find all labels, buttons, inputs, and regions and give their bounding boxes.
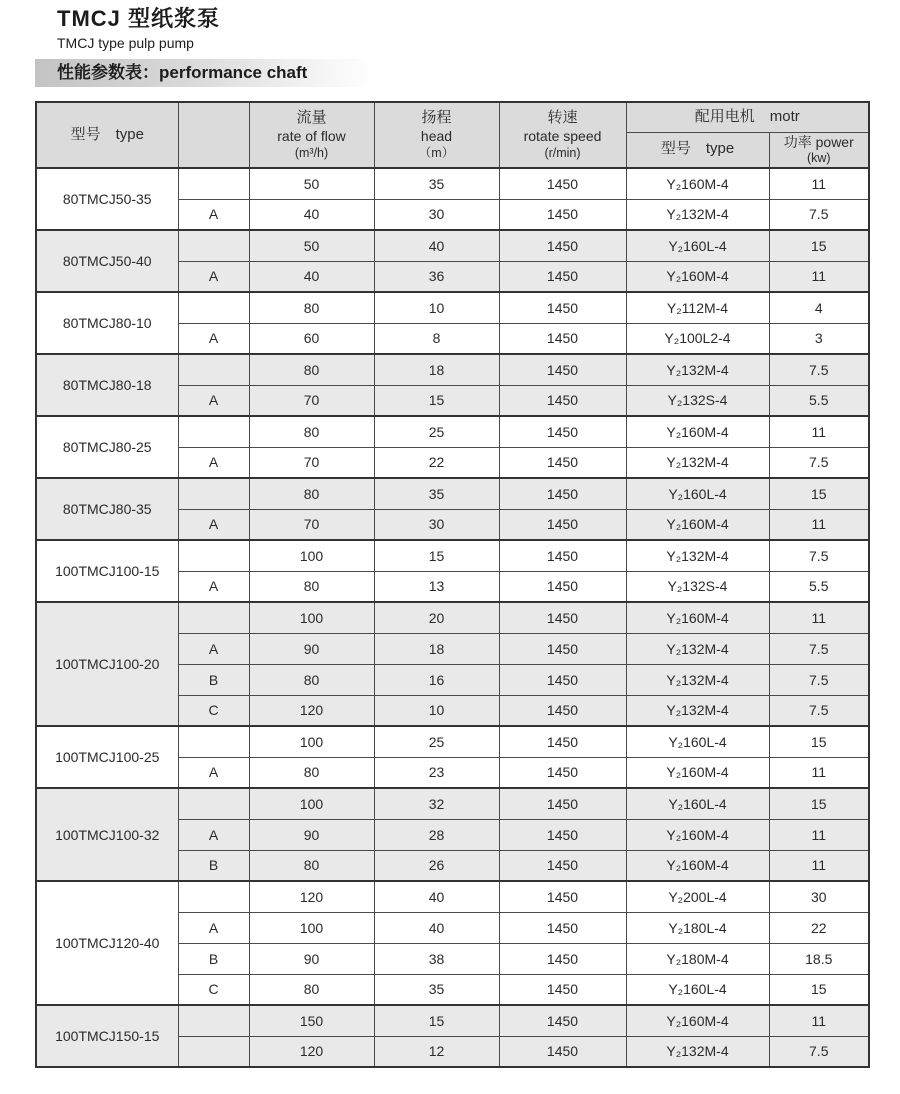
- cell-flow: 120: [249, 1036, 374, 1067]
- cell-variant: [178, 292, 249, 323]
- cell-flow: 50: [249, 230, 374, 261]
- cell-flow: 120: [249, 695, 374, 726]
- cell-head: 15: [374, 1005, 499, 1036]
- cell-variant: [178, 1005, 249, 1036]
- cell-speed: 1450: [499, 757, 626, 788]
- cell-speed: 1450: [499, 788, 626, 819]
- cell-head: 12: [374, 1036, 499, 1067]
- cell-model: 100TMCJ100-20: [36, 602, 178, 726]
- cell-model: 100TMCJ150-15: [36, 1005, 178, 1067]
- cell-model: 100TMCJ100-25: [36, 726, 178, 788]
- cell-speed: 1450: [499, 881, 626, 912]
- cell-motor-model: Y₂160M-4: [626, 168, 769, 199]
- cell-motor-model: Y₂132M-4: [626, 540, 769, 571]
- cell-flow: 120: [249, 881, 374, 912]
- cell-speed: 1450: [499, 943, 626, 974]
- cell-flow: 90: [249, 943, 374, 974]
- cell-motor-model: Y₂132M-4: [626, 447, 769, 478]
- cell-variant: [178, 416, 249, 447]
- cell-variant: [178, 540, 249, 571]
- cell-motor-model: Y₂112M-4: [626, 292, 769, 323]
- performance-table: [35, 101, 870, 1068]
- cell-speed: 1450: [499, 602, 626, 633]
- cell-flow: 100: [249, 540, 374, 571]
- cell-head: 20: [374, 602, 499, 633]
- cell-variant: [178, 602, 249, 633]
- cell-power: 15: [769, 974, 869, 1005]
- cell-head: 40: [374, 230, 499, 261]
- cell-variant: [178, 726, 249, 757]
- col-header-model-label: 型号 type: [70, 125, 144, 143]
- table-row: [36, 168, 869, 199]
- page-title: TMCJ 型纸浆泵: [57, 6, 221, 31]
- cell-speed: 1450: [499, 509, 626, 540]
- cell-power: 5.5: [769, 385, 869, 416]
- cell-motor-model: Y₂200L-4: [626, 881, 769, 912]
- cell-head: 10: [374, 695, 499, 726]
- cell-power: 15: [769, 726, 869, 757]
- cell-speed: 1450: [499, 199, 626, 230]
- col-header-speed: [499, 102, 626, 168]
- table-row: [36, 230, 869, 261]
- page-subtitle: TMCJ type pulp pump: [57, 35, 194, 51]
- cell-head: 22: [374, 447, 499, 478]
- cell-flow: 40: [249, 199, 374, 230]
- cell-flow: 60: [249, 323, 374, 354]
- cell-model: 80TMCJ50-35: [36, 168, 178, 230]
- cell-motor-model: Y₂160L-4: [626, 478, 769, 509]
- cell-model: 80TMCJ80-10: [36, 292, 178, 354]
- cell-head: 35: [374, 168, 499, 199]
- cell-motor-model: Y₂160M-4: [626, 509, 769, 540]
- cell-flow: 100: [249, 726, 374, 757]
- cell-power: 7.5: [769, 633, 869, 664]
- cell-flow: 90: [249, 819, 374, 850]
- cell-power: 11: [769, 416, 869, 447]
- cell-variant: A: [178, 757, 249, 788]
- cell-power: 15: [769, 230, 869, 261]
- cell-speed: 1450: [499, 416, 626, 447]
- col-header-motor-group-label: 配用电机 motr: [694, 107, 800, 125]
- cell-flow: 80: [249, 571, 374, 602]
- cell-variant: B: [178, 664, 249, 695]
- cell-variant: [178, 1036, 249, 1067]
- cell-flow: 70: [249, 447, 374, 478]
- cell-variant: [178, 230, 249, 261]
- cell-head: 13: [374, 571, 499, 602]
- cell-power: 11: [769, 509, 869, 540]
- col-header-motor-power: [769, 132, 869, 168]
- cell-speed: 1450: [499, 633, 626, 664]
- table-row: [36, 292, 869, 323]
- table-row: [36, 354, 869, 385]
- cell-variant: [178, 168, 249, 199]
- cell-power: 15: [769, 788, 869, 819]
- col-header-head-en: head: [420, 128, 453, 145]
- cell-head: 23: [374, 757, 499, 788]
- cell-power: 7.5: [769, 199, 869, 230]
- cell-head: 36: [374, 261, 499, 292]
- cell-flow: 70: [249, 509, 374, 540]
- cell-speed: 1450: [499, 168, 626, 199]
- cell-motor-model: Y₂160L-4: [626, 974, 769, 1005]
- cell-variant: A: [178, 385, 249, 416]
- cell-head: 16: [374, 664, 499, 695]
- cell-head: 28: [374, 819, 499, 850]
- cell-power: 7.5: [769, 447, 869, 478]
- cell-motor-model: Y₂160M-4: [626, 819, 769, 850]
- cell-variant: [178, 881, 249, 912]
- cell-variant: A: [178, 447, 249, 478]
- cell-flow: 80: [249, 478, 374, 509]
- cell-flow: 80: [249, 292, 374, 323]
- cell-flow: 150: [249, 1005, 374, 1036]
- col-header-flow: [249, 102, 374, 168]
- cell-head: 38: [374, 943, 499, 974]
- cell-motor-model: Y₂132M-4: [626, 664, 769, 695]
- cell-motor-model: Y₂132M-4: [626, 1036, 769, 1067]
- cell-head: 25: [374, 726, 499, 757]
- cell-speed: 1450: [499, 540, 626, 571]
- cell-power: 5.5: [769, 571, 869, 602]
- cell-flow: 100: [249, 602, 374, 633]
- cell-speed: 1450: [499, 478, 626, 509]
- cell-motor-model: Y₂132M-4: [626, 354, 769, 385]
- cell-variant: A: [178, 571, 249, 602]
- col-header-model: [36, 102, 178, 168]
- cell-motor-model: Y₂180M-4: [626, 943, 769, 974]
- cell-flow: 80: [249, 416, 374, 447]
- cell-speed: 1450: [499, 1005, 626, 1036]
- cell-head: 40: [374, 912, 499, 943]
- cell-speed: 1450: [499, 726, 626, 757]
- table-row: [36, 416, 869, 447]
- cell-flow: 80: [249, 664, 374, 695]
- section-banner: 性能参数表：performance chaft: [35, 59, 375, 87]
- cell-head: 25: [374, 416, 499, 447]
- cell-head: 40: [374, 881, 499, 912]
- cell-head: 32: [374, 788, 499, 819]
- cell-variant: A: [178, 199, 249, 230]
- cell-power: 11: [769, 757, 869, 788]
- cell-motor-model: Y₂100L2-4: [626, 323, 769, 354]
- col-header-motor-group: [626, 102, 869, 132]
- cell-power: 4: [769, 292, 869, 323]
- col-header-flow-unit: (m³/h): [294, 145, 329, 160]
- cell-head: 26: [374, 850, 499, 881]
- cell-speed: 1450: [499, 974, 626, 1005]
- cell-variant: A: [178, 819, 249, 850]
- cell-model: 100TMCJ100-15: [36, 540, 178, 602]
- cell-head: 35: [374, 478, 499, 509]
- table-row: [36, 726, 869, 757]
- cell-motor-model: Y₂160M-4: [626, 850, 769, 881]
- cell-motor-model: Y₂160M-4: [626, 602, 769, 633]
- cell-power: 7.5: [769, 1036, 869, 1067]
- cell-power: 11: [769, 602, 869, 633]
- cell-motor-model: Y₂160L-4: [626, 788, 769, 819]
- cell-power: 15: [769, 478, 869, 509]
- cell-variant: A: [178, 261, 249, 292]
- cell-speed: 1450: [499, 912, 626, 943]
- cell-motor-model: Y₂160M-4: [626, 416, 769, 447]
- cell-variant: C: [178, 974, 249, 1005]
- cell-model: 100TMCJ120-40: [36, 881, 178, 1005]
- cell-motor-model: Y₂160M-4: [626, 1005, 769, 1036]
- cell-model: 80TMCJ80-18: [36, 354, 178, 416]
- cell-power: 11: [769, 819, 869, 850]
- cell-flow: 90: [249, 633, 374, 664]
- cell-power: 11: [769, 1005, 869, 1036]
- cell-motor-model: Y₂132M-4: [626, 695, 769, 726]
- col-header-speed-unit: (r/min): [544, 145, 581, 160]
- cell-speed: 1450: [499, 323, 626, 354]
- cell-speed: 1450: [499, 695, 626, 726]
- table-row: [36, 788, 869, 819]
- cell-power: 30: [769, 881, 869, 912]
- cell-model: 100TMCJ100-32: [36, 788, 178, 881]
- cell-power: 7.5: [769, 664, 869, 695]
- cell-flow: 50: [249, 168, 374, 199]
- cell-speed: 1450: [499, 664, 626, 695]
- cell-flow: 80: [249, 354, 374, 385]
- cell-variant: B: [178, 850, 249, 881]
- cell-power: 11: [769, 168, 869, 199]
- cell-speed: 1450: [499, 1036, 626, 1067]
- cell-motor-model: Y₂180L-4: [626, 912, 769, 943]
- cell-head: 30: [374, 199, 499, 230]
- cell-model: 80TMCJ80-35: [36, 478, 178, 540]
- cell-motor-model: Y₂132M-4: [626, 633, 769, 664]
- col-header-motor-power-unit: (kw): [806, 151, 831, 165]
- cell-flow: 80: [249, 850, 374, 881]
- col-header-speed-cn: 转速: [547, 109, 578, 127]
- cell-variant: [178, 354, 249, 385]
- cell-motor-model: Y₂160M-4: [626, 757, 769, 788]
- cell-flow: 70: [249, 385, 374, 416]
- table-row: [36, 881, 869, 912]
- col-header-motor-power-label: 功率 power: [783, 133, 854, 150]
- cell-variant: [178, 788, 249, 819]
- col-header-head: [374, 102, 499, 168]
- cell-motor-model: Y₂132S-4: [626, 385, 769, 416]
- cell-speed: 1450: [499, 354, 626, 385]
- cell-variant: C: [178, 695, 249, 726]
- col-header-motor-model: [626, 132, 769, 168]
- performance-table-body: [36, 168, 869, 1067]
- cell-head: 35: [374, 974, 499, 1005]
- cell-motor-model: Y₂160L-4: [626, 230, 769, 261]
- cell-motor-model: Y₂160M-4: [626, 261, 769, 292]
- cell-model: 80TMCJ50-40: [36, 230, 178, 292]
- col-header-head-unit: （m）: [418, 145, 455, 160]
- cell-motor-model: Y₂132M-4: [626, 199, 769, 230]
- col-header-variant: [178, 102, 249, 168]
- cell-speed: 1450: [499, 850, 626, 881]
- cell-power: 18.5: [769, 943, 869, 974]
- cell-power: 11: [769, 850, 869, 881]
- col-header-flow-en: rate of flow: [277, 128, 346, 145]
- cell-flow: 80: [249, 757, 374, 788]
- col-header-motor-model-label: 型号 type: [660, 140, 735, 158]
- col-header-flow-cn: 流量: [296, 109, 327, 127]
- performance-table-header: [36, 102, 869, 168]
- cell-head: 15: [374, 540, 499, 571]
- cell-power: 22: [769, 912, 869, 943]
- cell-head: 15: [374, 385, 499, 416]
- table-row: [36, 540, 869, 571]
- cell-head: 30: [374, 509, 499, 540]
- cell-model: 80TMCJ80-25: [36, 416, 178, 478]
- cell-power: 7.5: [769, 354, 869, 385]
- cell-variant: A: [178, 323, 249, 354]
- cell-power: 7.5: [769, 695, 869, 726]
- cell-flow: 100: [249, 788, 374, 819]
- cell-variant: A: [178, 509, 249, 540]
- cell-power: 3: [769, 323, 869, 354]
- cell-variant: A: [178, 633, 249, 664]
- cell-speed: 1450: [499, 819, 626, 850]
- col-header-speed-en: rotate speed: [523, 128, 602, 145]
- cell-variant: A: [178, 912, 249, 943]
- cell-head: 10: [374, 292, 499, 323]
- col-header-head-cn: 扬程: [421, 109, 452, 127]
- table-row: [36, 602, 869, 633]
- cell-power: 7.5: [769, 540, 869, 571]
- cell-flow: 80: [249, 974, 374, 1005]
- table-row: [36, 478, 869, 509]
- table-row: [36, 1005, 869, 1036]
- cell-speed: 1450: [499, 385, 626, 416]
- cell-variant: B: [178, 943, 249, 974]
- cell-speed: 1450: [499, 230, 626, 261]
- cell-speed: 1450: [499, 571, 626, 602]
- cell-power: 11: [769, 261, 869, 292]
- cell-flow: 100: [249, 912, 374, 943]
- cell-speed: 1450: [499, 447, 626, 478]
- cell-head: 8: [374, 323, 499, 354]
- cell-speed: 1450: [499, 261, 626, 292]
- cell-head: 18: [374, 633, 499, 664]
- cell-flow: 40: [249, 261, 374, 292]
- cell-speed: 1450: [499, 292, 626, 323]
- cell-head: 18: [374, 354, 499, 385]
- cell-motor-model: Y₂132S-4: [626, 571, 769, 602]
- cell-motor-model: Y₂160L-4: [626, 726, 769, 757]
- cell-variant: [178, 478, 249, 509]
